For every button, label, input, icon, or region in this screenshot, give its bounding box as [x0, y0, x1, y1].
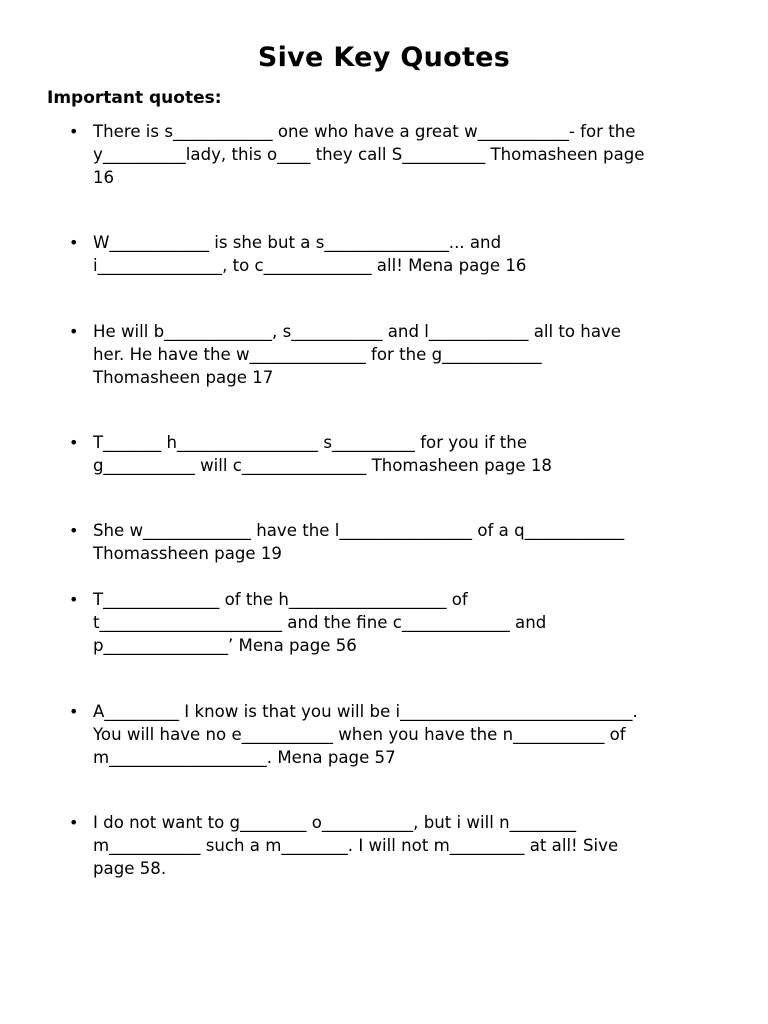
bullet-icon: •	[69, 590, 79, 609]
quote-item-3	[69, 320, 733, 389]
page-title: Sive Key Quotes	[257, 42, 511, 73]
quote-line: He will b_____________, s___________ and l____________ all to have	[93, 322, 622, 341]
quote-line: Thomasheen page 17	[93, 368, 274, 387]
bullet-icon: •	[69, 322, 79, 341]
bullet-icon: •	[69, 122, 79, 141]
quote-line: Thomassheen page 19	[93, 544, 282, 563]
quote-line: i_______________, to c_____________ all! Mena page 16	[93, 256, 527, 275]
quote-item-1	[69, 120, 733, 189]
quote-line: She w_____________ have the l________________ of a q____________	[93, 521, 625, 540]
quote-item-6	[69, 588, 733, 657]
quote-line: I do not want to g________ o___________, but i will n________	[93, 813, 576, 832]
quote-line: g___________ will c_______________ Thomasheen page 18	[93, 456, 552, 475]
section-heading: Important quotes:	[47, 88, 222, 108]
quote-item-4	[69, 431, 733, 477]
quote-line: T______________ of the h___________________ of	[93, 590, 468, 609]
bullet-icon: •	[69, 702, 79, 721]
quote-line: page 58.	[93, 859, 167, 878]
quote-line: T_______ h_________________ s__________ for you if the	[93, 433, 528, 452]
quote-line: her. He have the w______________ for the g____________	[93, 345, 542, 364]
quote-line: m___________ such a m________. I will not m_________ at all! Sive	[93, 836, 619, 855]
bullet-icon: •	[69, 433, 79, 452]
quote-line: W____________ is she but a s_______________... and	[93, 233, 502, 252]
quote-item-5	[69, 519, 733, 565]
quote-line: t______________________ and the fine c_____________ and	[93, 613, 547, 632]
bullet-icon: •	[69, 233, 79, 252]
quote-line: p_______________’ Mena page 56	[93, 636, 357, 655]
bullet-icon: •	[69, 521, 79, 540]
quote-line: y__________lady, this o____ they call S__________ Thomasheen page	[93, 145, 645, 164]
quote-line: There is s____________ one who have a great w___________- for the	[93, 122, 636, 141]
quote-item-7	[69, 700, 733, 769]
quote-line: A_________ I know is that you will be i____________________________.	[93, 702, 638, 721]
quote-line: 16	[93, 168, 115, 187]
quote-line: You will have no e___________ when you have the n___________ of	[93, 725, 626, 744]
quote-item-8	[69, 811, 733, 880]
quote-item-2	[69, 231, 733, 277]
bullet-icon: •	[69, 813, 79, 832]
quote-line: m___________________. Mena page 57	[93, 748, 396, 767]
